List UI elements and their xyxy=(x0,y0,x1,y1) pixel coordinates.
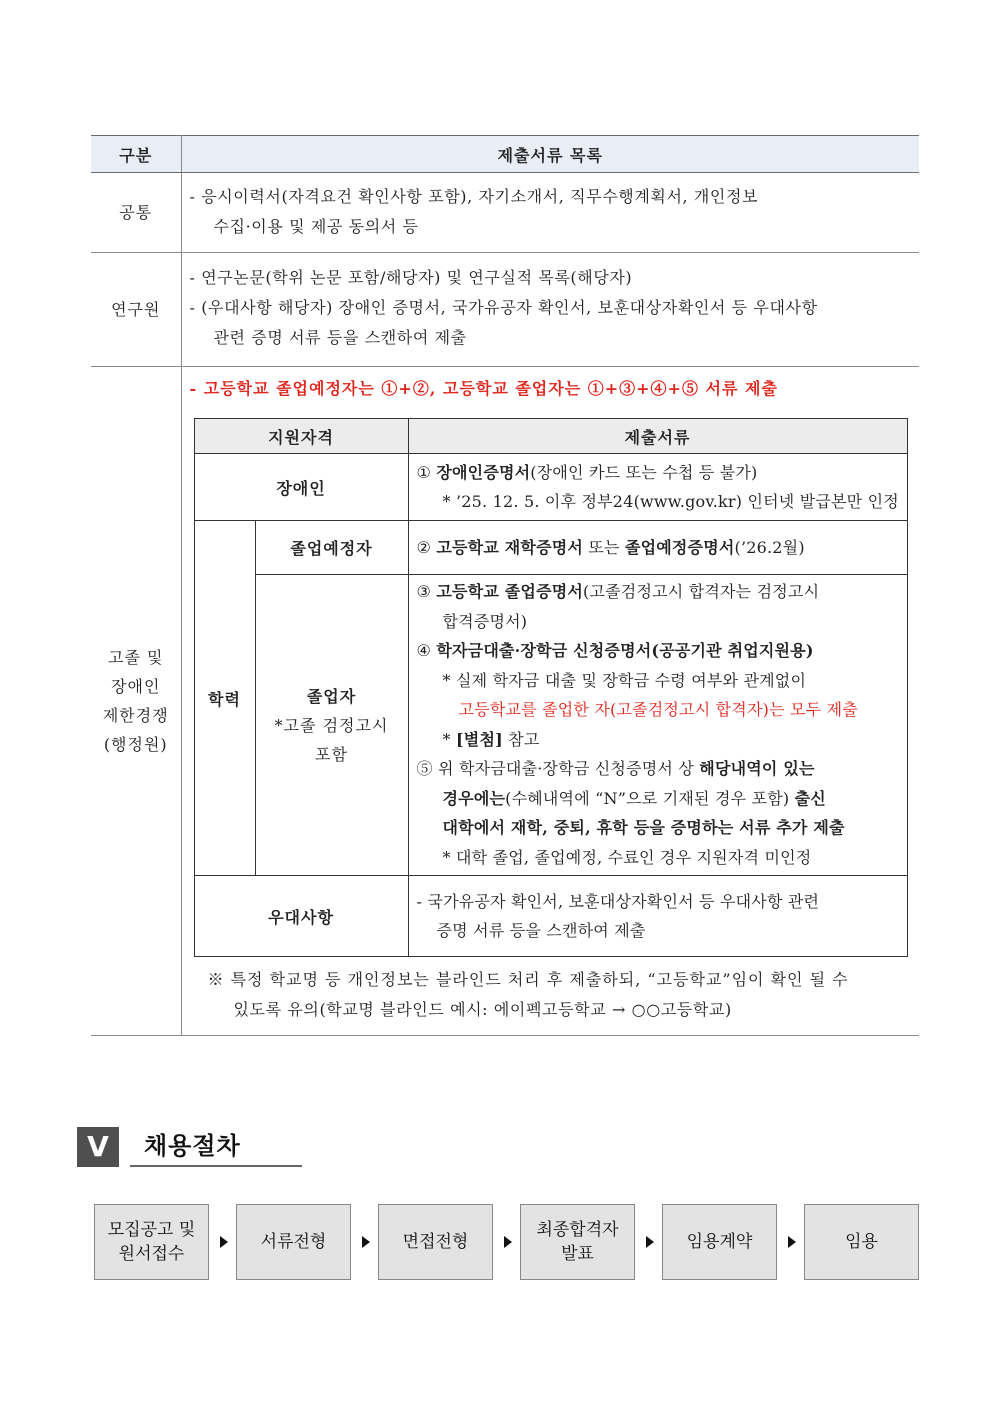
doc-bold: 경우에는 xyxy=(442,788,506,808)
inner-header-qualification: 지원자격 xyxy=(194,419,408,454)
step-line: 원서접수 xyxy=(118,1244,185,1264)
category-line: 고졸 및 xyxy=(108,648,164,667)
researcher-line-2: - (우대사항 해당자) 장애인 증명서, 국가유공자 확인서, 보훈대상자확인서 등 우대사항 xyxy=(189,298,818,317)
arrow-icon xyxy=(788,1236,796,1248)
section-number: V xyxy=(77,1127,119,1167)
step-line: 임용 xyxy=(845,1232,878,1252)
researcher-line-1: - 연구논문(학위 논문 포함/해당자) 및 연구실적 목록(해당자) xyxy=(189,268,633,287)
arrow-icon xyxy=(504,1236,512,1248)
process-step-6 xyxy=(804,1204,919,1280)
doc-rest: (’26.2월) xyxy=(734,537,805,557)
qualification-table xyxy=(194,418,908,957)
documents-table xyxy=(91,135,919,1036)
arrow-icon xyxy=(362,1236,370,1248)
num-4: ④ xyxy=(416,641,432,660)
step-line: 발표 xyxy=(561,1244,594,1264)
step-line: 면접전형 xyxy=(402,1232,469,1252)
process-step-4 xyxy=(520,1204,635,1280)
doc-note: * 대학 졸업, 졸업예정, 수료인 경우 지원자격 미인정 xyxy=(442,847,812,867)
submission-rule-note: - 고등학교 졸업예정자는 ①+②, 고등학교 졸업자는 ①+③+④+⑤ 서류 제출 xyxy=(189,379,778,398)
footnote-line-2: 있도록 유의(학교명 블라인드 예시: 에이펙고등학교 → ○○고등학교) xyxy=(233,1000,732,1019)
qual-preference: 우대사항 xyxy=(194,876,408,957)
pref-line-2: 증명 서류 등을 스캔하여 제출 xyxy=(436,921,646,940)
doc-bold: 고등학교 재학증명서 xyxy=(436,537,584,557)
graduate-label: 졸업자 xyxy=(306,686,357,706)
step-line: 최종합격자 xyxy=(536,1220,619,1240)
note-mark: * xyxy=(442,729,457,749)
num-5: ⑤ xyxy=(416,759,433,778)
docs-disabled xyxy=(408,454,907,521)
doc-bold: 고등학교 졸업증명서 xyxy=(436,582,584,601)
category-common: 공통 xyxy=(91,173,181,253)
process-step-5 xyxy=(662,1204,777,1280)
category-line: 장애인 xyxy=(111,677,161,696)
doc-rest: (고졸검정고시 합격자는 검정고시 xyxy=(583,582,820,601)
qual-expected-graduate: 졸업예정자 xyxy=(255,521,408,575)
num-2: ② xyxy=(416,537,432,557)
doc-bold: 장애인증명서 xyxy=(436,462,531,482)
process-step-2 xyxy=(236,1204,351,1280)
common-line-2: 수집·이용 및 제공 동의서 등 xyxy=(213,217,419,236)
num-3: ③ xyxy=(416,582,432,601)
doc-text: 위 학자금대출·장학금 신청증명서 상 xyxy=(438,759,700,778)
doc-bold: 해당내역이 있는 xyxy=(699,759,815,778)
header-category: 구분 xyxy=(91,136,181,173)
doc-bold: 대학에서 재학, 중퇴, 휴학 등을 증명하는 서류 추가 제출 xyxy=(442,818,845,837)
table-row-highschool xyxy=(91,367,919,1036)
docs-graduate xyxy=(408,575,907,876)
doc-bold: 학자금대출·장학금 신청증명서(공공기관 취업지원용) xyxy=(436,641,814,660)
doc-mid: 또는 xyxy=(583,537,625,557)
note-rest: 참고 xyxy=(502,729,540,749)
step-line: 모집공고 및 xyxy=(107,1220,196,1240)
table-row-common xyxy=(91,173,919,253)
header-documents: 제출서류 목록 xyxy=(181,136,919,173)
num-1: ① xyxy=(416,462,432,482)
doc-bold: 출신 xyxy=(794,788,826,808)
doc-rest: (장애인 카드 또는 수첩 등 불가) xyxy=(530,462,758,482)
researcher-line-3: 관련 증명 서류 등을 스캔하여 제출 xyxy=(213,328,467,347)
step-line: 서류전형 xyxy=(260,1232,327,1252)
process-step-3 xyxy=(378,1204,493,1280)
section-title: 채용절차 xyxy=(130,1127,302,1167)
inner-header-documents: 제출서류 xyxy=(408,419,907,454)
table-header xyxy=(91,136,919,173)
step-line: 임용계약 xyxy=(686,1232,753,1252)
category-highschool xyxy=(91,367,181,1036)
pref-line-1: - 국가유공자 확인서, 보훈대상자확인서 등 우대사항 관련 xyxy=(416,891,820,911)
footnote-line-1: ※ 특정 학교명 등 개인정보는 블라인드 처리 후 제출하되, “고등학교”임이 확인 될 수 xyxy=(207,970,849,989)
category-line: 제한경쟁 xyxy=(102,706,169,725)
qual-graduate xyxy=(255,575,408,876)
doc-note: * 실제 학자금 대출 및 장학금 수령 여부와 관계없이 xyxy=(442,670,807,690)
doc-bold: 졸업예정증명서 xyxy=(624,537,735,557)
arrow-icon xyxy=(220,1236,228,1248)
attachment-ref: [별첨] xyxy=(456,729,503,749)
doc-text: (수혜내역에 “N”으로 기재된 경우 포함) xyxy=(505,788,795,808)
doc-note-red: 고등학교를 졸업한 자(고졸검정고시 합격자)는 모두 제출 xyxy=(458,700,858,719)
doc-cont: 합격증명서) xyxy=(442,611,528,631)
table-row-researcher xyxy=(91,253,919,367)
qual-education: 학력 xyxy=(194,521,255,876)
qual-disabled: 장애인 xyxy=(194,454,408,521)
common-line-1: - 응시이력서(자격요건 확인사항 포함), 자기소개서, 직무수행계획서, 개인정보 xyxy=(189,187,759,206)
process-step-1 xyxy=(94,1204,209,1280)
category-researcher: 연구원 xyxy=(91,253,181,367)
graduate-sub: 포함 xyxy=(315,744,348,764)
arrow-icon xyxy=(646,1236,654,1248)
docs-preference xyxy=(408,876,907,957)
graduate-sub: *고졸 검정고시 xyxy=(274,715,389,735)
docs-expected-graduate xyxy=(408,521,907,575)
doc-note: * ’25. 12. 5. 이후 정부24(www.gov.kr) 인터넷 발급본만 인정 xyxy=(442,492,899,511)
category-line: (행정원) xyxy=(103,735,168,754)
